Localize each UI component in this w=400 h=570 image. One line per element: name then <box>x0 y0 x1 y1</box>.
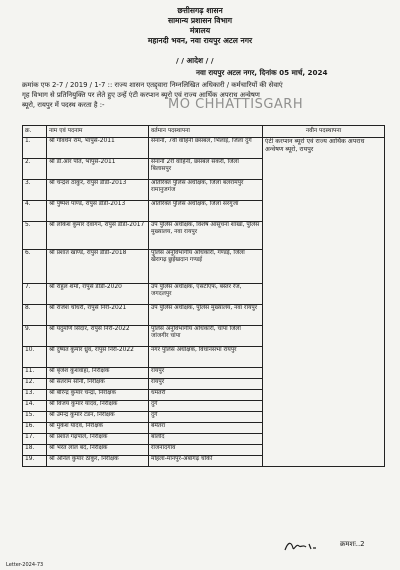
current-posting-cell: उप पुलिस अधीक्षक, विशेष आसूचना शाखा, पुलिस मुख्यालय, नवा रायपुर <box>149 222 263 250</box>
table-row <box>23 138 385 159</box>
footer-code: Letter-2024-73 <box>6 562 44 568</box>
current-posting-cell: रायपुर <box>149 379 263 390</box>
serial-cell: 3. <box>23 180 47 201</box>
name-cell: श्री प्रशांत गढ़पाले, निरीक्षक <box>47 434 149 445</box>
name-cell: श्री गोवर्धन राम, भापुसे-2011 <box>47 138 149 159</box>
current-posting-cell: धमतरी <box>149 390 263 401</box>
continued-label: क्रमशः..2 <box>340 540 365 548</box>
name-cell: श्री लोकेश कुमार देवांगन, रापुसे डीडी-2017 <box>47 222 149 250</box>
current-posting-cell: उप पुलिस अधीक्षक, एसटीएफ, बस्तर रेंज, जगदलपुर <box>149 284 263 305</box>
current-posting-cell: उप पुलिस अधीक्षक, पुलिस मुख्यालय, नवा रायपुर <box>149 305 263 326</box>
header-serial: क्र. <box>23 126 47 138</box>
serial-cell: 17. <box>23 434 47 445</box>
serial-cell: 18. <box>23 445 47 456</box>
serial-cell: 4. <box>23 201 47 222</box>
name-cell: श्री राहुल शर्मा, रापुसे डीडी-2020 <box>47 284 149 305</box>
name-cell: श्री उमेन्द्र कुमार टंडन, निरीक्षक <box>47 412 149 423</box>
current-posting-cell: बालोद <box>149 434 263 445</box>
serial-cell: 16. <box>23 423 47 434</box>
name-cell: श्री चन्द्रेश ठाकुर, रापुसे डीडी-2013 <box>47 180 149 201</box>
serial-cell: 11. <box>23 368 47 379</box>
current-posting-cell: पुलिस अनुविभागीय अधिकारी, चांपा जिला जांजगीर चांपा <box>149 326 263 347</box>
serial-cell: 5. <box>23 222 47 250</box>
body-line-2: गृह विभाग से प्रतिनियुक्ति पर लेते हुए उन्हें एंटी करप्शन ब्यूरो एवं राज्य आर्थिक अपराध अन्वेषण <box>22 91 260 99</box>
serial-cell: 7. <box>23 284 47 305</box>
name-cell: श्री अनिल कुमार ठाकुर, निरीक्षक <box>47 456 149 467</box>
body-line-3: ब्यूरो, रायपुर में पदस्थ करता है :- <box>22 101 105 109</box>
serial-cell: 2. <box>23 159 47 180</box>
reference-line: क्रमांक एफ 2-7 / 2019 / 1-7 :: राज्य शासन एतद्द्वारा निम्नलिखित अधिकारी / कर्मचारियों की सेवाएं <box>22 81 283 89</box>
current-posting-cell: मोहला-मानपुर-अंबागढ़ चौकी <box>149 456 263 467</box>
serial-cell: 19. <box>23 456 47 467</box>
table-header-row <box>23 126 385 138</box>
name-cell: श्री भरत लाल बंदे, निरीक्षक <box>47 445 149 456</box>
new-posting-cell: एंटी करप्शन ब्यूरो एवं राज्य आर्थिक अपराध अन्वेषण ब्यूरो, रायपुर <box>263 138 385 467</box>
current-posting-cell: सेनानी 2री वाहिनी, छसबल सकरी, जिला बिलासपुर <box>149 159 263 180</box>
serial-cell: 14. <box>23 401 47 412</box>
name-cell: श्री दुष्यंत कुमार ध्रुव, रापुसे निरी-2022 <box>47 347 149 368</box>
header-line-1: छत्तीसगढ़ शासन <box>177 6 223 15</box>
name-cell: श्री राजेश चौधरी, रापुसे निरी-2021 <box>47 305 149 326</box>
serial-cell: 12. <box>23 379 47 390</box>
current-posting-cell: नगर पुलिस अधीक्षक, विधानसभा रायपुर <box>149 347 263 368</box>
header-line-3: मंत्रालय <box>189 26 211 35</box>
current-posting-cell: अतिरिक्त पुलिस अधीक्षक, जिला बलरामपुर रामानुजगंज <box>149 180 263 201</box>
current-posting-cell: दुर्ग <box>149 412 263 423</box>
serial-cell: 8. <box>23 305 47 326</box>
serial-cell: 6. <box>23 250 47 284</box>
signature-image <box>282 538 322 554</box>
current-posting-cell: रायपुर <box>149 368 263 379</box>
name-cell: श्री संतराम सोनी, निरीक्षक <box>47 379 149 390</box>
name-cell: श्री बीरेन्द्र कुमार चन्द्रा, निरीक्षक <box>47 390 149 401</box>
serial-cell: 15. <box>23 412 47 423</box>
current-posting-cell: सेनानी, 7वीं वाहिनी छसबल, भिलाई, जिला दुर्ग <box>149 138 263 159</box>
name-cell: श्री विजय कुमार यादव, निरीक्षक <box>47 401 149 412</box>
order-title: / / आदेश / / <box>176 56 214 65</box>
serial-cell: 10. <box>23 347 47 368</box>
header-current-posting: वर्तमान पदस्थापना <box>149 126 263 138</box>
name-cell: श्री डी.आर पोर्ते, भापुसे-2011 <box>47 159 149 180</box>
name-cell: श्री बृजेश कुशवाहा, निरीक्षक <box>47 368 149 379</box>
header-line-4: महानदी भवन, नवा रायपुर अटल नगर <box>147 36 253 45</box>
name-cell: श्री यदुमणि सिदार, रापुसे निरी-2022 <box>47 326 149 347</box>
name-cell: श्री मुकेश यादव, निरीक्षक <box>47 423 149 434</box>
serial-cell: 1. <box>23 138 47 159</box>
current-posting-cell: पुलिस अनुविभागीय अधिकारी, गण्डई, जिला खैरागढ़ छुईखदान गण्डई <box>149 250 263 284</box>
serial-cell: 9. <box>23 326 47 347</box>
posting-table <box>22 125 385 467</box>
serial-cell: 13. <box>23 390 47 401</box>
name-cell: श्री प्रशांत खाण्डे, रापुसे डीडी-2018 <box>47 250 149 284</box>
current-posting-cell: राजनांदगांव <box>149 445 263 456</box>
current-posting-cell: दुर्ग <box>149 401 263 412</box>
current-posting-cell: बेमेतरा <box>149 423 263 434</box>
watermark-text: MO CHHATTISGARH <box>168 97 304 112</box>
current-posting-cell: अतिरिक्त पुलिस अधीक्षक, जिला सरगुजा <box>149 201 263 222</box>
header-name: नाम एवं पदनाम <box>47 126 149 138</box>
header-new-posting: नवीन पदस्थापना <box>263 126 385 138</box>
name-cell: श्री पुष्पेश पाण्डे, रापुसे डीडी-2013 <box>47 201 149 222</box>
header-line-2: सामान्य प्रशासन विभाग <box>167 16 233 25</box>
place-date: नवा रायपुर अटल नगर, दिनांक 05 मार्च, 2024 <box>196 68 328 77</box>
